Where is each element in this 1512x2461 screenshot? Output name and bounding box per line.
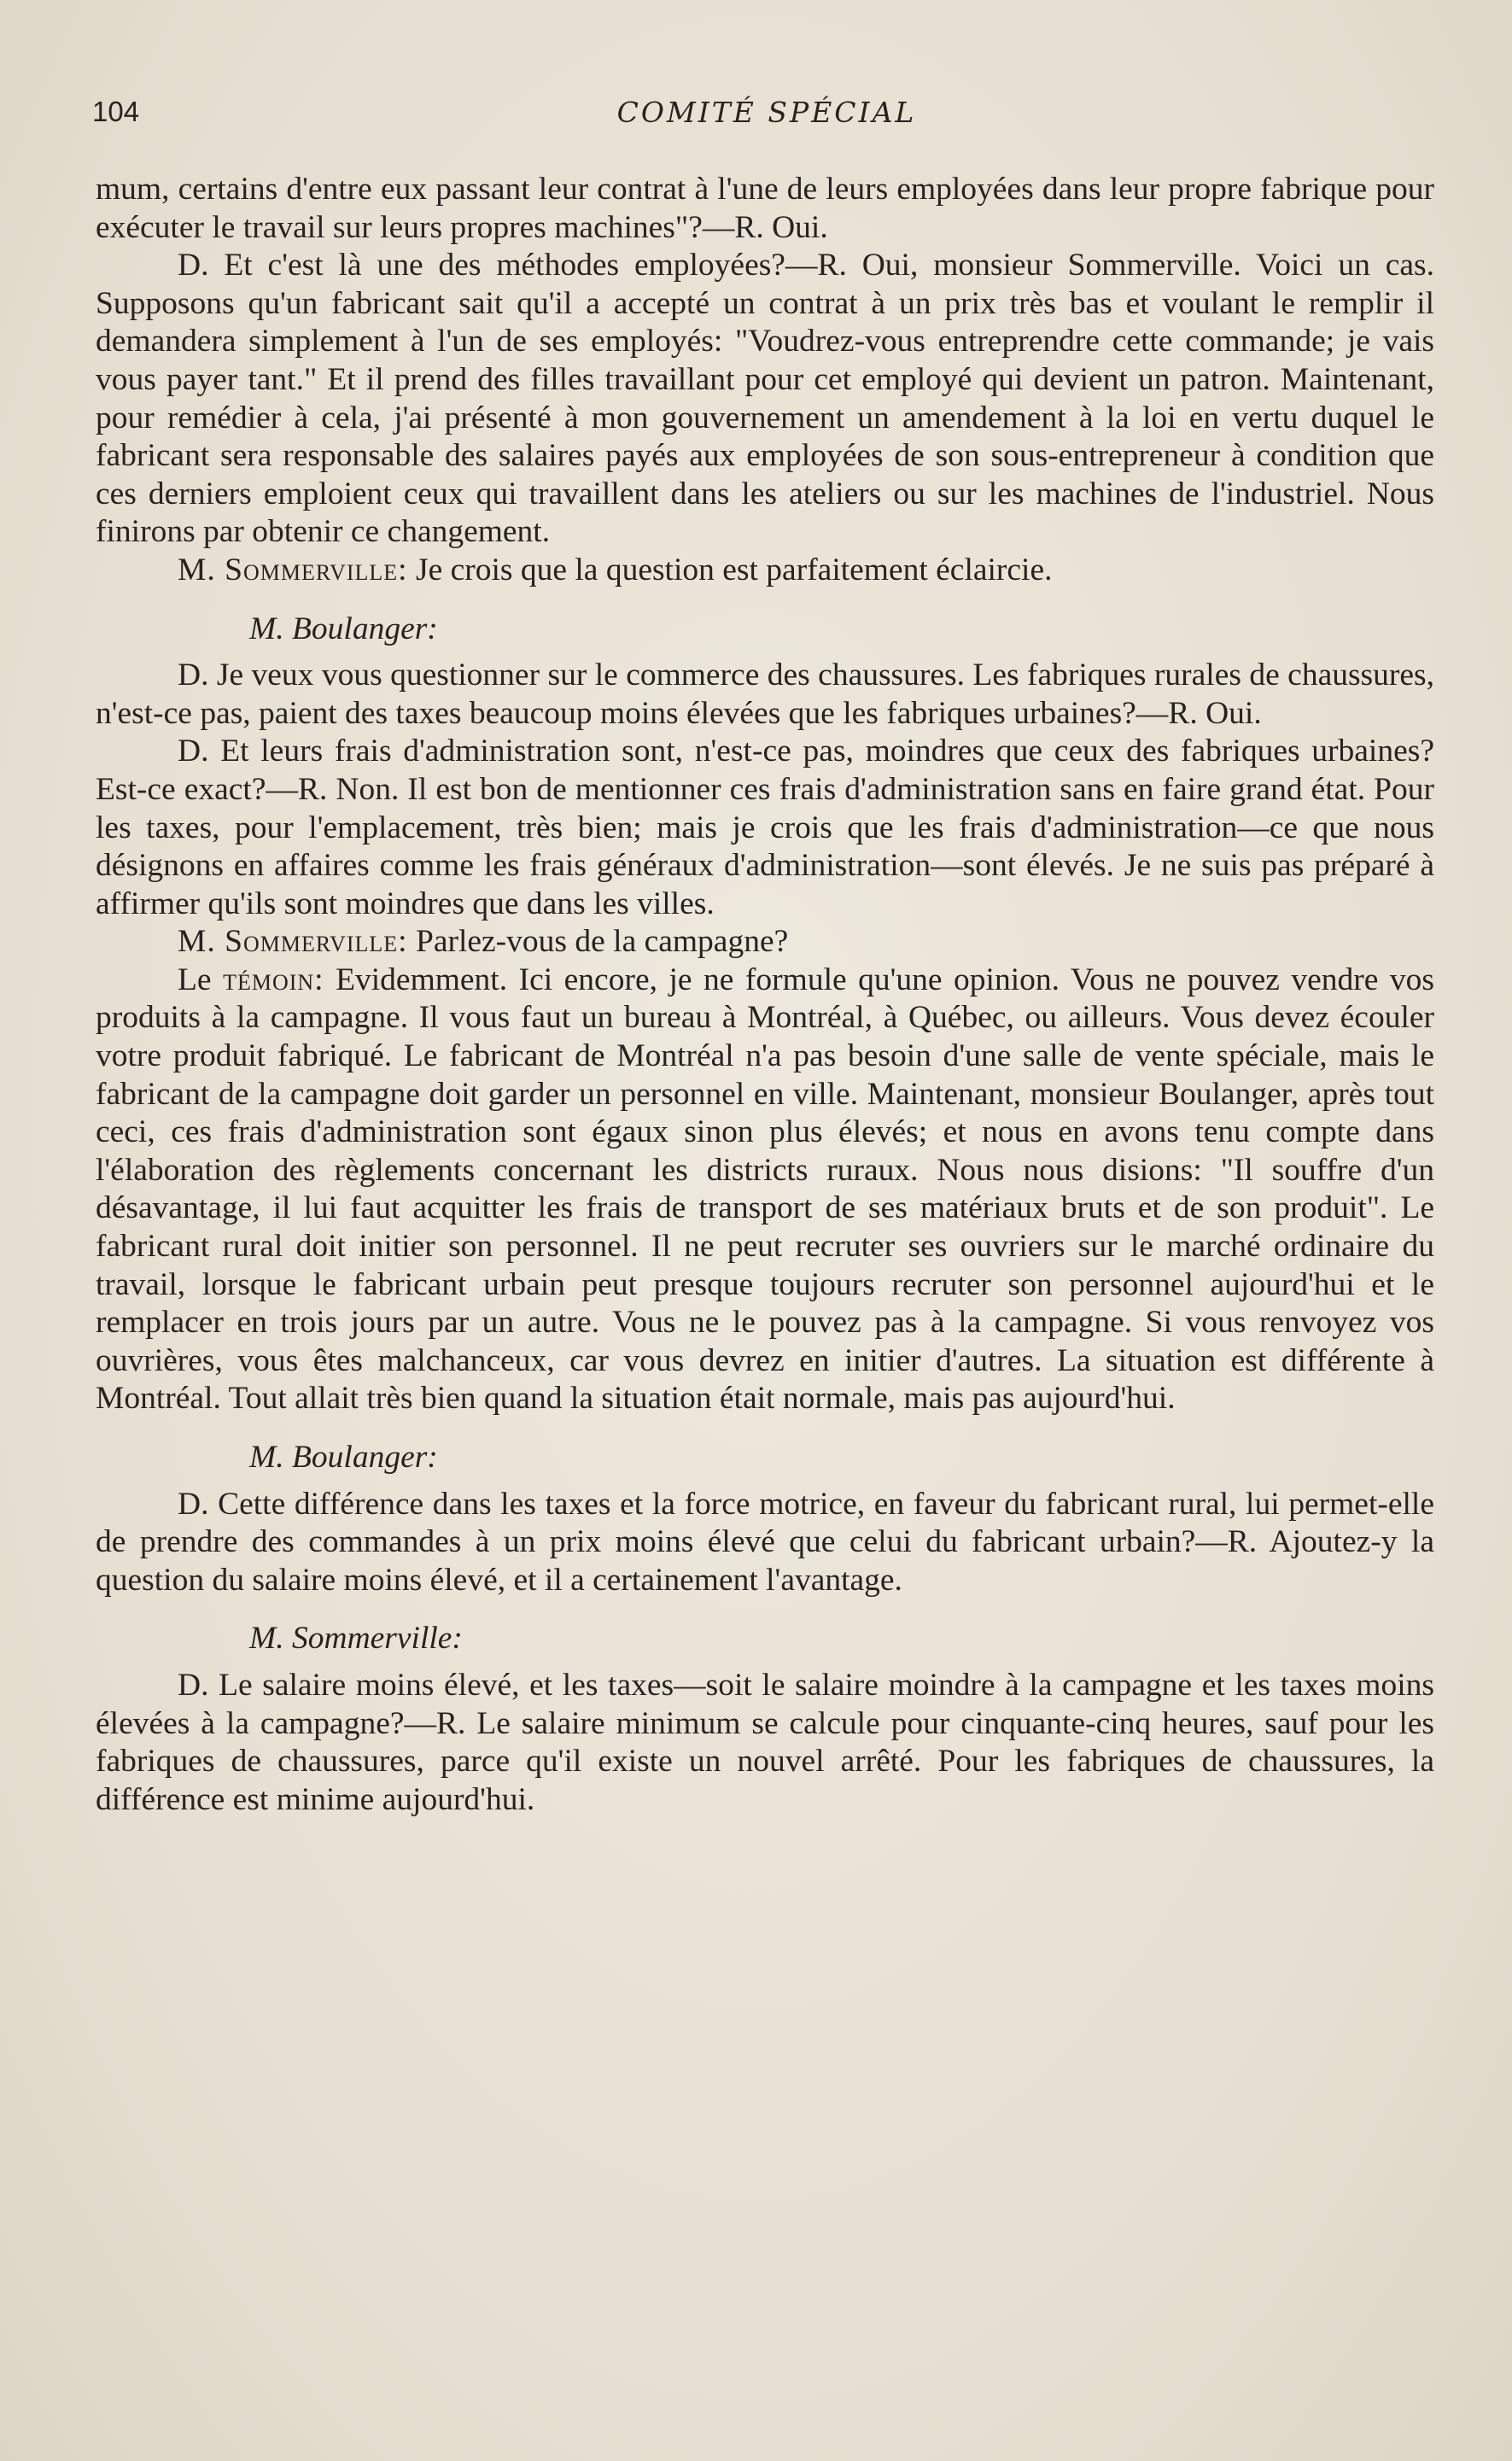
speaker-heading: M. Sommerville: [249,1621,463,1657]
speaker-name: M. Sommerville: [178,924,408,960]
witness-prefix: Le [178,962,212,997]
remark-text: Parlez-vous de la campagne? [415,924,789,960]
paragraph-question-answer: D. Cette différence dans les taxes et la force motrice, en faveur du fabricant rural, lui permet-elle de prendre des commandes à un prix moins élevé que celui du fabricant urbain?—R. Ajoutez-y la question du salaire moins élevé, et il a certainement l'avantage. [96,1486,1434,1598]
speaker-heading: M. Boulanger: [249,1440,438,1475]
paragraph-question-answer: D. Je veux vous questionner sur le commerce des chaussures. Les fabriques rurales de chaussures, n'est-ce pas, paient des taxes beaucoup moins élevées que les fabriques urbaines?—R. Oui. [96,658,1434,731]
page-body [96,171,1434,1819]
paragraph-question-answer: D. Et leurs frais d'administration sont, n'est-ce pas, moindres que ceux des fabriques urbaines? Est-ce exact?—R. Non. Il est bon de mentionner ces frais d'administration sans en faire grand état. Pour les taxes, pour l'emplacement, très bien; mais je crois que les frais d'administration—ce que nous désignons en affaires comme les frais généraux d'administration—sont élevés. Je ne suis pas préparé à affirmer qu'ils sont moindres que dans les villes. [96,734,1434,921]
paragraph-question-answer: D. Et c'est là une des méthodes employées?—R. Oui, monsieur Sommerville. Voici un cas. Supposons qu'un fabricant sait qu'il a accepté un contrat à un prix très bas et voulant le remplir il demandera simplement à l'un de ses employés: "Voudrez-vous entreprendre cette commande; je vais vous payer tant." Et il prend des filles travaillant pour cet employé qui devient un patron. Maintenant, pour remédier à cela, j'ai présenté à mon gouvernement un amendement à la loi en vertu duquel le fabricant sera responsable des salaires payés aux employées de son sous-entrepreneur à condition que ces derniers emploient ceux qui travaillent dans les ateliers ou sur les machines de l'industriel. Nous finirons par obtenir ce changement. [96,248,1434,550]
page-number: 104 [92,96,140,127]
running-title: COMITÉ SPÉCIAL [616,96,917,129]
paragraph-remark [96,552,1434,590]
remark-text: Je crois que la question est parfaitement éclaircie. [415,552,1053,587]
paragraph-continuation: mum, certains d'entre eux passant leur contrat à l'une de leurs employées dans leur propre fabrique pour exécuter le travail sur leurs propres machines"?—R. Oui. [96,172,1434,245]
page-header [92,96,1441,138]
speaker-heading: M. Boulanger: [249,611,438,646]
paragraph-witness [96,962,1434,1418]
witness-label: témoin: [223,962,324,997]
paragraph-question-answer: D. Le salaire moins élevé, et les taxes—soit le salaire moindre à la campagne et les taxes moins élevées à la campagne?—R. Le salaire minimum se calcule pour cinquante-cinq heures, sauf pour les fabriques de chaussures, parce qu'il existe un nouvel arrêté. Pour les fabriques de chaussures, la différence est minime aujourd'hui. [96,1667,1434,1817]
speaker-name: M. Sommerville: [178,552,408,587]
paragraph-remark [96,923,1434,962]
witness-text: Evidemment. Ici encore, je ne formule qu'une opinion. Vous ne pouvez vendre vos produits à la campagne. Il vous faut un bureau à Montréal, à Québec, ou ailleurs. Vous devez écouler votre produit fabriqué. Le fabricant de Montréal n'a pas besoin d'une salle de vente spéciale, mais le fabricant de la campagne doit garder un personnel en ville. Maintenant, monsieur Boulanger, après tout ceci, ces frais d'administration sont égaux sinon plus élevés; et nous en avons tenu compte dans l'élaboration des règlements concernant les districts ruraux. Nous nous disions: "Il souffre d'un désavantage, il lui faut acquitter les frais de transport de ses matériaux bruts et de son produit". Le fabricant rural doit initier son personnel. Il ne peut recruter ses ouvriers sur le marché ordinaire du travail, lorsque le fabricant urbain peut presque toujours recruter son personnel aujourd'hui et le remplacer en trois jours par un autre. Vous ne le pouvez pas à la campagne. Si vous renvoyez vos ouvrières, vous êtes malchanceux, car vous devrez en initier d'autres. La situation est différente à Montréal. Tout allait très bien quand la situation était normale, mais pas aujourd'hui. [96,962,1435,1417]
